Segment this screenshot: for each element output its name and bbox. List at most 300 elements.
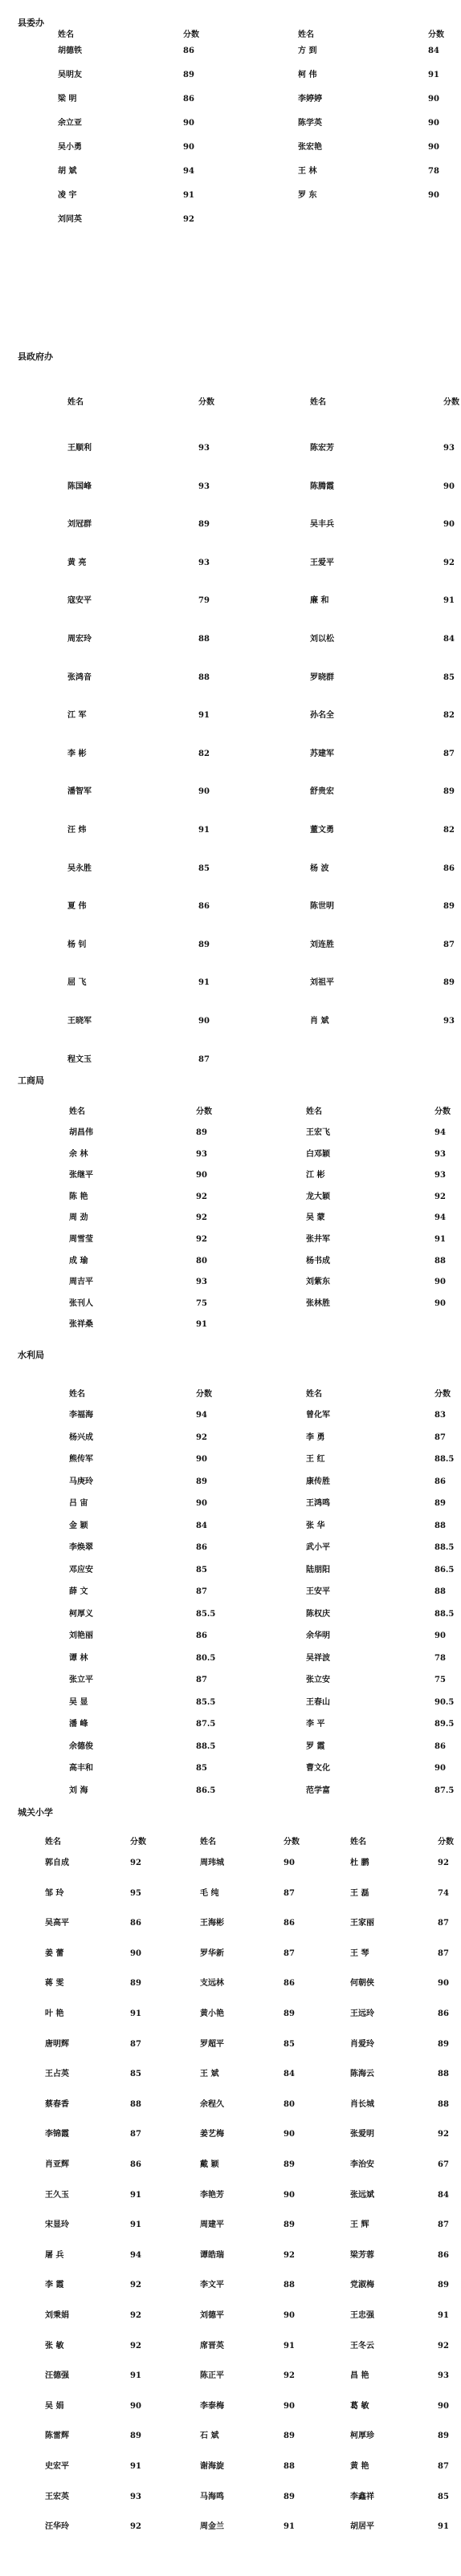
- person-name: 江 彬: [306, 1171, 325, 1180]
- person-name: 邹 玲: [45, 1889, 64, 1898]
- score-value: 91: [198, 978, 210, 987]
- score-value: 92: [196, 1235, 207, 1244]
- score-value: 92: [130, 1859, 141, 1867]
- person-name: 邓应安: [69, 1566, 93, 1574]
- person-name: 吴丰兵: [310, 520, 334, 529]
- person-name: 叶 艳: [45, 2009, 64, 2018]
- score-value: 88: [284, 2462, 295, 2471]
- person-name: 肖 斌: [310, 1017, 329, 1026]
- score-value: 91: [284, 2342, 295, 2350]
- score-value: 86: [438, 2251, 449, 2260]
- column-header-score: 分数: [438, 1838, 454, 1847]
- column-header-score: 分数: [130, 1838, 146, 1847]
- column-header-score: 分数: [428, 30, 444, 39]
- person-name: 王爱平: [310, 559, 334, 567]
- person-name: 王晓军: [67, 1017, 92, 1026]
- score-value: 89.5: [434, 1720, 455, 1729]
- score-value: 95: [130, 1889, 141, 1898]
- score-value: 80.5: [196, 1654, 216, 1663]
- score-value: 84: [443, 635, 455, 644]
- score-value: 91: [196, 1320, 207, 1329]
- person-name: 屈 飞: [67, 978, 87, 987]
- column-header-name: 姓名: [298, 30, 314, 39]
- person-name: 薛 文: [69, 1587, 88, 1596]
- score-value: 84: [428, 47, 439, 55]
- score-value: 93: [443, 1017, 455, 1026]
- person-name: 王冬云: [350, 2342, 374, 2350]
- column-header-score: 分数: [443, 398, 459, 407]
- score-value: 75: [196, 1299, 207, 1308]
- score-value: 86: [196, 1543, 207, 1552]
- person-name: 王顺利: [67, 444, 92, 453]
- person-name: 陈 艳: [69, 1193, 88, 1201]
- score-value: 92: [130, 2281, 141, 2290]
- column-header-score: 分数: [434, 1390, 451, 1399]
- score-value: 91: [130, 2462, 141, 2471]
- score-value: 86.5: [196, 1786, 216, 1795]
- score-value: 89: [284, 2220, 295, 2229]
- person-name: 刘冠群: [67, 520, 92, 529]
- score-value: 89: [438, 2281, 449, 2290]
- score-value: 92: [434, 1193, 446, 1201]
- person-name: 张祥桑: [69, 1320, 93, 1329]
- score-value: 87: [284, 1949, 295, 1958]
- score-value: 91: [130, 2371, 141, 2380]
- person-name: 胡居平: [350, 2522, 374, 2531]
- column-header-score: 分数: [198, 398, 214, 407]
- person-name: 胡 斌: [58, 167, 77, 176]
- score-value: 93: [196, 1278, 207, 1286]
- person-name: 王宏英: [45, 2493, 69, 2501]
- person-name: 杨 钊: [67, 941, 87, 949]
- person-name: 唐明辉: [45, 2040, 69, 2049]
- person-name: 罗 霞: [306, 1742, 325, 1751]
- person-name: 王春山: [306, 1698, 330, 1707]
- person-name: 周金兰: [200, 2522, 224, 2531]
- score-value: 86.5: [434, 1566, 455, 1574]
- score-value: 92: [183, 215, 194, 224]
- person-name: 周建平: [200, 2220, 224, 2229]
- person-name: 王 磊: [350, 1889, 369, 1898]
- score-value: 90.5: [434, 1698, 455, 1707]
- score-value: 90: [428, 95, 439, 104]
- section-title: 县委办: [18, 18, 44, 28]
- person-name: 谭皓瑞: [200, 2251, 224, 2260]
- score-value: 89: [196, 1477, 207, 1486]
- score-value: 86: [434, 1477, 446, 1486]
- score-value: 79: [198, 596, 210, 605]
- score-value: 90: [428, 191, 439, 200]
- score-value: 89: [183, 71, 194, 79]
- person-name: 罗超平: [200, 2040, 224, 2049]
- person-name: 周玮城: [200, 1859, 224, 1867]
- score-value: 87: [443, 941, 455, 949]
- score-value: 89: [438, 2432, 449, 2440]
- person-name: 肖亚辉: [45, 2160, 69, 2169]
- column-header-score: 分数: [183, 30, 199, 39]
- column-header-name: 姓名: [306, 1390, 322, 1399]
- person-name: 苏建军: [310, 750, 334, 758]
- person-name: 成 瑜: [69, 1257, 88, 1266]
- person-name: 史宏平: [45, 2462, 69, 2471]
- score-value: 86: [196, 1631, 207, 1640]
- score-value: 75: [434, 1676, 446, 1684]
- person-name: 谭 林: [69, 1654, 88, 1663]
- section-title: 水利局: [18, 1350, 44, 1360]
- person-name: 刘秉娟: [45, 2311, 69, 2320]
- score-value: 94: [130, 2251, 141, 2260]
- score-value: 86: [284, 1919, 295, 1928]
- score-value: 90: [443, 482, 455, 491]
- person-name: 夏 伟: [67, 902, 87, 911]
- score-value: 89: [443, 978, 455, 987]
- score-value: 82: [198, 750, 210, 758]
- person-name: 肖爱玲: [350, 2040, 374, 2049]
- person-name: 张鸿音: [67, 673, 92, 682]
- score-value: 87: [198, 1055, 210, 1064]
- score-value: 82: [443, 711, 455, 720]
- column-header-name: 姓名: [350, 1838, 366, 1847]
- section-title: 工商局: [18, 1075, 44, 1086]
- score-value: 86: [434, 1742, 446, 1751]
- person-name: 王 红: [306, 1455, 325, 1464]
- person-name: 刘以松: [310, 635, 334, 644]
- person-name: 屠 兵: [45, 2251, 64, 2260]
- person-name: 张宏艳: [298, 143, 322, 152]
- score-value: 94: [434, 1213, 446, 1222]
- person-name: 王久玉: [45, 2191, 69, 2200]
- score-value: 91: [130, 2009, 141, 2018]
- person-name: 凌 宇: [58, 191, 77, 200]
- score-value: 89: [284, 2009, 295, 2018]
- score-value: 89: [196, 1128, 207, 1137]
- score-value: 87: [434, 1433, 446, 1442]
- person-name: 余程久: [200, 2100, 224, 2109]
- score-value: 90: [284, 1859, 295, 1867]
- person-name: 柯 伟: [298, 71, 317, 79]
- score-value: 90: [434, 1278, 446, 1286]
- person-name: 罗晓群: [310, 673, 334, 682]
- person-name: 李鑫祥: [350, 2493, 374, 2501]
- person-name: 杨兴成: [69, 1433, 93, 1442]
- person-name: 黄 艳: [350, 2462, 369, 2471]
- score-value: 89: [284, 2493, 295, 2501]
- score-value: 89: [130, 1979, 141, 1988]
- score-value: 90: [196, 1455, 207, 1464]
- score-value: 87.5: [434, 1786, 455, 1795]
- score-value: 87: [438, 2220, 449, 2229]
- person-name: 张 敏: [45, 2342, 64, 2350]
- score-value: 92: [130, 2522, 141, 2531]
- score-value: 93: [196, 1150, 207, 1159]
- person-name: 陈学英: [298, 119, 322, 128]
- score-value: 93: [434, 1171, 446, 1180]
- column-header-name: 姓名: [67, 398, 84, 407]
- person-name: 李 勇: [306, 1433, 325, 1442]
- person-name: 张远斌: [350, 2191, 374, 2200]
- score-value: 89: [130, 2432, 141, 2440]
- person-name: 周宏玲: [67, 635, 92, 644]
- score-value: 91: [434, 1235, 446, 1244]
- person-name: 陈宏芳: [310, 444, 334, 453]
- person-name: 吴小勇: [58, 143, 82, 152]
- person-name: 戴 颖: [200, 2160, 219, 2169]
- score-value: 87: [130, 2130, 141, 2139]
- person-name: 余立亚: [58, 119, 82, 128]
- score-value: 92: [443, 559, 455, 567]
- score-value: 84: [438, 2191, 449, 2200]
- column-header-name: 姓名: [200, 1838, 216, 1847]
- person-name: 余德俊: [69, 1742, 93, 1751]
- score-value: 87: [196, 1587, 207, 1596]
- score-value: 89: [434, 1499, 446, 1508]
- score-value: 85: [198, 864, 210, 873]
- score-value: 88: [198, 673, 210, 682]
- column-header-score: 分数: [196, 1390, 212, 1399]
- score-value: 87: [196, 1676, 207, 1684]
- column-header-score: 分数: [434, 1107, 451, 1116]
- person-name: 陈正平: [200, 2371, 224, 2380]
- section-title: 县政府办: [18, 351, 53, 362]
- person-name: 支远林: [200, 1979, 224, 1988]
- person-name: 曾化军: [306, 1411, 330, 1420]
- person-name: 高丰和: [69, 1764, 93, 1773]
- person-name: 谢海旋: [200, 2462, 224, 2471]
- person-name: 李治安: [350, 2160, 374, 2169]
- score-value: 88: [434, 1257, 446, 1266]
- score-value: 93: [443, 444, 455, 453]
- score-value: 87: [284, 1889, 295, 1898]
- person-name: 胡昌伟: [69, 1128, 93, 1137]
- score-value: 87: [443, 750, 455, 758]
- score-value: 86: [198, 902, 210, 911]
- person-name: 郭自成: [45, 1859, 69, 1867]
- score-value: 89: [443, 787, 455, 796]
- score-value: 87: [438, 1919, 449, 1928]
- score-value: 90: [284, 2311, 295, 2320]
- person-name: 梁 明: [58, 95, 77, 104]
- person-name: 李艳芳: [200, 2191, 224, 2200]
- person-name: 王 琴: [350, 1949, 369, 1958]
- person-name: 范学富: [306, 1786, 330, 1795]
- person-name: 罗 东: [298, 191, 317, 200]
- person-name: 潘 峰: [69, 1720, 88, 1729]
- score-value: 91: [438, 2522, 449, 2531]
- person-name: 刘艳丽: [69, 1631, 93, 1640]
- column-header-name: 姓名: [310, 398, 326, 407]
- person-name: 杨书成: [306, 1257, 330, 1266]
- person-name: 曹文化: [306, 1764, 330, 1773]
- score-value: 85: [196, 1764, 207, 1773]
- score-value: 67: [438, 2160, 449, 2169]
- score-value: 90: [428, 143, 439, 152]
- score-value: 88: [434, 1587, 446, 1596]
- score-value: 91: [443, 596, 455, 605]
- person-name: 党淑梅: [350, 2281, 374, 2290]
- person-name: 熊传军: [69, 1455, 93, 1464]
- person-name: 王家丽: [350, 1919, 374, 1928]
- score-value: 85.5: [196, 1610, 216, 1619]
- score-value: 85: [130, 2070, 141, 2078]
- person-name: 金 颖: [69, 1522, 88, 1530]
- column-header-score: 分数: [284, 1838, 300, 1847]
- person-name: 昌 艳: [350, 2371, 369, 2380]
- person-name: 杜 鹏: [350, 1859, 369, 1867]
- person-name: 王 斌: [200, 2070, 219, 2078]
- score-value: 91: [198, 711, 210, 720]
- person-name: 王安平: [306, 1587, 330, 1596]
- person-name: 刘德平: [200, 2311, 224, 2320]
- score-value: 92: [130, 2311, 141, 2320]
- score-value: 85: [438, 2493, 449, 2501]
- score-value: 89: [438, 2040, 449, 2049]
- score-value: 89: [284, 2432, 295, 2440]
- score-value: 90: [284, 2191, 295, 2200]
- score-value: 92: [438, 2342, 449, 2350]
- person-name: 王海彬: [200, 1919, 224, 1928]
- person-name: 王鸿鸣: [306, 1499, 330, 1508]
- score-value: 93: [198, 559, 210, 567]
- person-name: 张爱明: [350, 2130, 374, 2139]
- person-name: 葛 敏: [350, 2402, 369, 2411]
- score-value: 88: [198, 635, 210, 644]
- person-name: 马庚玲: [69, 1477, 93, 1486]
- person-name: 刘祖平: [310, 978, 334, 987]
- score-value: 91: [130, 2191, 141, 2200]
- score-value: 92: [438, 1859, 449, 1867]
- score-value: 85: [443, 673, 455, 682]
- person-name: 罗华新: [200, 1949, 224, 1958]
- score-value: 78: [434, 1654, 446, 1663]
- person-name: 马海鸣: [200, 2493, 224, 2501]
- column-header-name: 姓名: [306, 1107, 322, 1116]
- score-value: 90: [434, 1764, 446, 1773]
- person-name: 廉 和: [310, 596, 329, 605]
- score-value: 86: [130, 2160, 141, 2169]
- person-name: 席晋英: [200, 2342, 224, 2350]
- person-name: 姜 蕾: [45, 1949, 64, 1958]
- person-name: 吴 显: [69, 1698, 88, 1707]
- score-value: 90: [428, 119, 439, 128]
- score-value: 88: [434, 1522, 446, 1530]
- person-name: 孙名全: [310, 711, 334, 720]
- score-value: 85.5: [196, 1698, 216, 1707]
- person-name: 柯厚珍: [350, 2432, 374, 2440]
- person-name: 余 林: [69, 1150, 88, 1159]
- score-value: 92: [284, 2251, 295, 2260]
- person-name: 石 斌: [200, 2432, 219, 2440]
- person-name: 寇安平: [67, 596, 92, 605]
- score-value: 94: [434, 1128, 446, 1137]
- person-name: 胡德铁: [58, 47, 82, 55]
- score-value: 87: [438, 1949, 449, 1958]
- person-name: 黄小艳: [200, 2009, 224, 2018]
- person-name: 梁芳蓉: [350, 2251, 374, 2260]
- person-name: 白邓颖: [306, 1150, 330, 1159]
- score-value: 89: [198, 520, 210, 529]
- score-value: 91: [183, 191, 194, 200]
- score-value: 90: [198, 787, 210, 796]
- person-name: 汪华玲: [45, 2522, 69, 2531]
- score-value: 93: [198, 444, 210, 453]
- score-value: 84: [196, 1522, 207, 1530]
- score-value: 89: [443, 902, 455, 911]
- score-value: 86: [284, 1979, 295, 1988]
- column-header-name: 姓名: [45, 1838, 61, 1847]
- score-value: 90: [434, 1631, 446, 1640]
- person-name: 余华明: [306, 1631, 330, 1640]
- person-name: 程文玉: [67, 1055, 92, 1064]
- score-value: 90: [434, 1299, 446, 1308]
- score-value: 89: [198, 941, 210, 949]
- person-name: 陈海云: [350, 2070, 374, 2078]
- score-value: 93: [198, 482, 210, 491]
- score-value: 88: [438, 2100, 449, 2109]
- person-name: 周 劲: [69, 1213, 88, 1222]
- score-value: 93: [434, 1150, 446, 1159]
- person-name: 张立平: [69, 1676, 93, 1684]
- section-title: 城关小学: [18, 1807, 53, 1818]
- score-value: 90: [130, 1949, 141, 1958]
- person-name: 李锦霞: [45, 2130, 69, 2139]
- score-value: 87: [438, 2462, 449, 2471]
- person-name: 刘连胜: [310, 941, 334, 949]
- person-name: 李泰梅: [200, 2402, 224, 2411]
- person-name: 陈权庆: [306, 1610, 330, 1619]
- score-value: 92: [284, 2371, 295, 2380]
- score-value: 91: [130, 2220, 141, 2229]
- score-value: 88.5: [434, 1455, 455, 1464]
- score-value: 92: [438, 2130, 449, 2139]
- score-value: 90: [443, 520, 455, 529]
- score-value: 86: [438, 2009, 449, 2018]
- score-value: 87: [130, 2040, 141, 2049]
- person-name: 吕 宙: [69, 1499, 88, 1508]
- person-name: 黄 亮: [67, 559, 87, 567]
- score-value: 90: [196, 1499, 207, 1508]
- person-name: 刘紫东: [306, 1278, 330, 1286]
- person-name: 张林胜: [306, 1299, 330, 1308]
- score-value: 80: [284, 2100, 295, 2109]
- score-value: 90: [438, 2402, 449, 2411]
- score-value: 90: [438, 1979, 449, 1988]
- person-name: 王占英: [45, 2070, 69, 2078]
- score-value: 92: [196, 1433, 207, 1442]
- person-name: 王宏飞: [306, 1128, 330, 1137]
- person-name: 吴高平: [45, 1919, 69, 1928]
- person-name: 周吉平: [69, 1278, 93, 1286]
- score-value: 86: [130, 1919, 141, 1928]
- score-value: 88: [130, 2100, 141, 2109]
- score-value: 78: [428, 167, 439, 176]
- person-name: 汪德强: [45, 2371, 69, 2380]
- person-name: 张刊人: [69, 1299, 93, 1308]
- column-header-name: 姓名: [58, 30, 74, 39]
- person-name: 张 华: [306, 1522, 325, 1530]
- person-name: 王远玲: [350, 2009, 374, 2018]
- score-value: 90: [183, 143, 194, 152]
- person-name: 杨 波: [310, 864, 329, 873]
- person-name: 何朝侠: [350, 1979, 374, 1988]
- person-name: 李文平: [200, 2281, 224, 2290]
- person-name: 李 平: [306, 1720, 325, 1729]
- score-value: 92: [130, 2342, 141, 2350]
- person-name: 吴 娟: [45, 2402, 64, 2411]
- score-value: 88: [438, 2070, 449, 2078]
- person-name: 吴 蒙: [306, 1213, 325, 1222]
- score-value: 90: [183, 119, 194, 128]
- person-name: 陈腾霞: [310, 482, 334, 491]
